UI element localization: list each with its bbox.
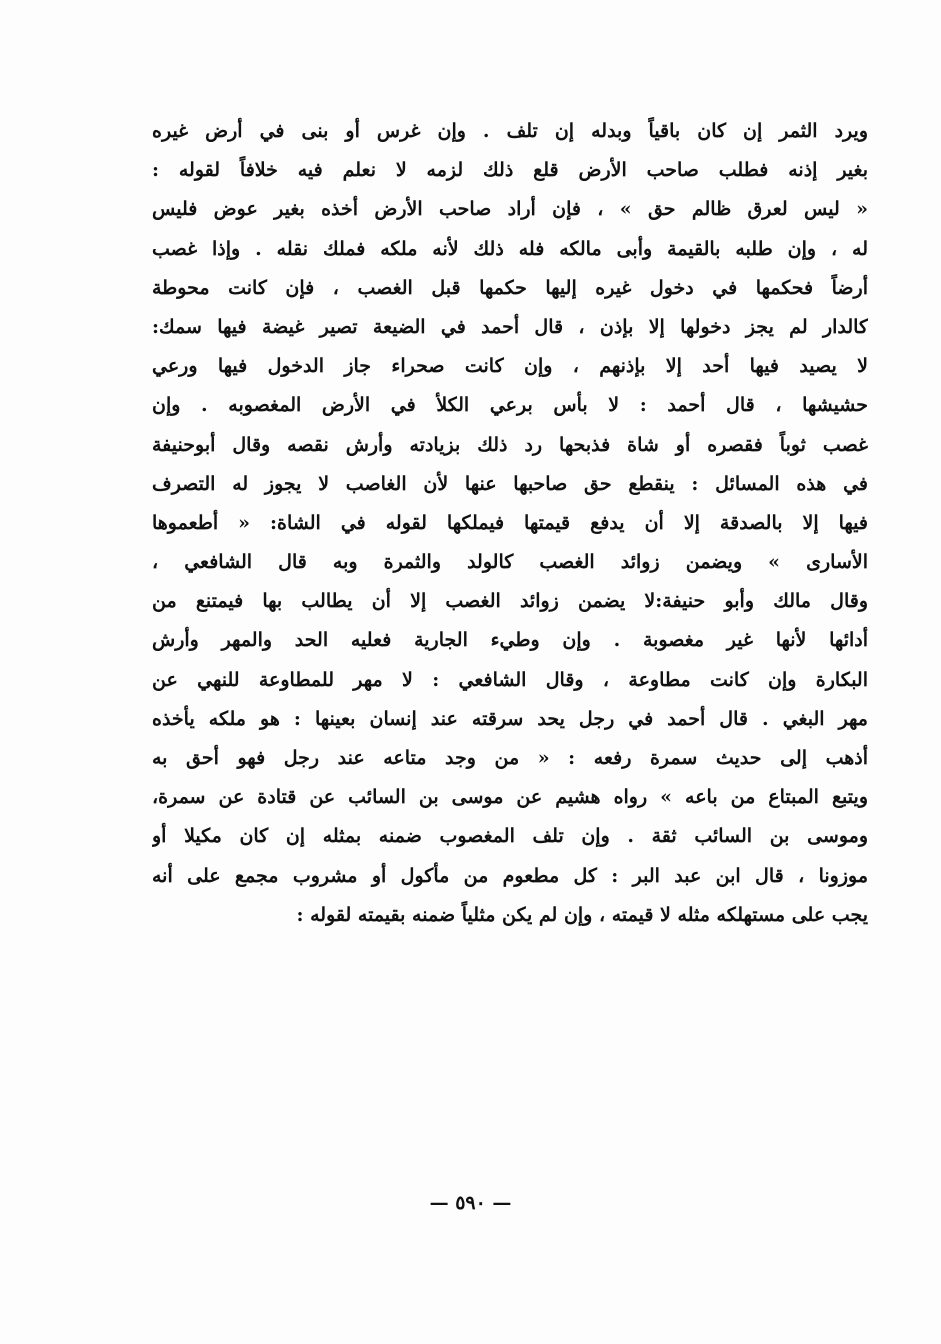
text-line: حشيشها ، قال أحمد : لا بأس برعي الكلأ في الأرض المغصوبه . وإن [152, 394, 868, 417]
text-line: البكارة وإن كانت مطاوعة ، وقال الشافعي : لا مهر للمطاوعة للنهي عن [152, 668, 868, 691]
page-number: — ٥٩٠ — [429, 1192, 512, 1214]
text-line: ويرد الثمر إن كان باقياً وبدله إن تلف . وإن غرس أو بنى في أرض غيره [152, 120, 868, 142]
text-line: يجب على مستهلكه مثله لا قيمته ، وإن لم يكن مثلياً ضمنه بقيمته لقوله : [296, 903, 868, 926]
text-line: فيها إلا بالصدقة إلا أن يدفع قيمتها فيملكها لقوله في الشاة: « أطعموها [152, 511, 868, 534]
text-line: كالدار لم يجز دخولها إلا بإذن ، قال أحمد في الضيعة تصير غيضة فيها سمك: [152, 315, 868, 338]
text-line: الأسارى » ويضمن زوائد الغصب كالولد والثمرة وبه قال الشافعي ، [152, 551, 868, 574]
text-line: غصب ثوباً فقصره أو شاة فذبحها رد ذلك بزيادته وأرش نقصه وقال أبوحنيفة [152, 433, 868, 456]
text-line: وموسى بن السائب ثقة . وإن تلف المغصوب ضمنه بمثله إن كان مكيلا أو [152, 825, 868, 848]
text-line: أدائها لأنها غير مغصوبة . وإن وطيء الجارية فعليه الحد والمهر وأرش [152, 629, 868, 652]
text-line: في هذه المسائل : ينقطع حق صاحبها عنها لأن الغاصب لا يجوز له التصرف [152, 472, 868, 495]
text-line: بغير إذنه فطلب صاحب الأرض قلع ذلك لزمه لا نعلم فيه خلافاً لقوله : [152, 159, 868, 182]
text-line: وقال مالك وأبو حنيفة:لا يضمن زوائد الغصب إلا أن يطالب بها فيمتنع من [152, 590, 868, 613]
text-line: ويتبع المبتاع من باعه » رواه هشيم عن موسى بن السائب عن قتادة عن سمرة، [152, 786, 868, 809]
text-line: أرضاً فحكمها في دخول غيره إليها حكمها قبل الغصب ، فإن كانت محوطة [152, 276, 868, 299]
text-line: « ليس لعرق ظالم حق » ، فإن أراد صاحب الأرض أخذه بغير عوض فليس [152, 198, 868, 221]
body-text [152, 112, 868, 935]
text-line: لا يصيد فيها أحد إلا بإذنهم ، وإن كانت صحراء جاز الدخول فيها ورعي [152, 355, 868, 378]
text-line: أذهب إلى حديث سمرة رفعه : « من وجد متاعه عند رجل فهو أحق به [152, 747, 868, 769]
text-line: مهر البغي . قال أحمد في رجل يحد سرقته عند إنسان بعينها : هو ملكه يأخذه [152, 707, 868, 730]
text-line: موزونا ، قال ابن عبد البر : كل مطعوم من مأكول أو مشروب مجمع على أنه [152, 864, 868, 887]
text-line: له ، وإن طلبه بالقيمة وأبى مالكه فله ذلك لأنه ملكه فملك نقله . وإذا غصب [152, 237, 868, 260]
